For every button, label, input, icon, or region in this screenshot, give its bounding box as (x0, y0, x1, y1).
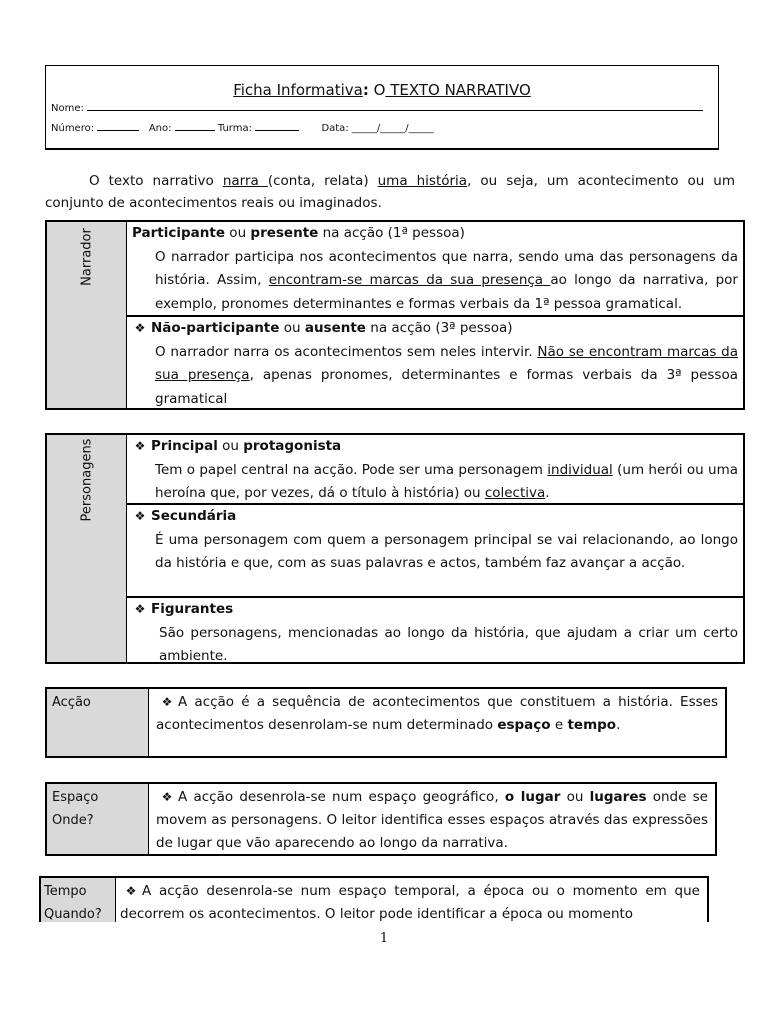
intro-paragraph (45, 170, 735, 214)
espaco-text-3: onde se movem as personagens. O leitor identifica esses espaços através das expressões de lugar que vão aparecendo ao longo da narrativa. (156, 789, 708, 851)
accao-text-3: . (616, 717, 621, 733)
participante-heading (127, 222, 743, 246)
participante-body-1: O narrador participa nos acontecimentos que narra, sendo uma das personagens da história. Assim, (155, 248, 738, 288)
principal-body-1: Tem o papel central na acção. Pode ser uma personagem (155, 461, 548, 478)
secundaria-body: É uma personagem com quem a personagem principal se vai relacionando, ao longo da história e que, com as suas palavras e actos, também faz avançar a acção. (155, 531, 738, 571)
presente-bold: presente (250, 225, 319, 241)
nome-label: Nome: (51, 103, 84, 114)
accao-label: Acção (47, 689, 149, 756)
header-box (45, 65, 719, 150)
participante-bold: Participante (132, 225, 226, 241)
participante-body-underline: encontram-se marcas da sua presença (268, 272, 551, 288)
diamond-bullet-icon: ❖ (125, 884, 137, 898)
participante-or: ou (225, 225, 251, 241)
principal-bold: Principal (151, 438, 218, 454)
tempo-table (39, 876, 709, 922)
nao-participante-body-2: , apenas pronomes, determinantes e formas verbais da 3ª pessoa gramatical (155, 367, 738, 407)
title-part2: O (368, 81, 386, 99)
nao-participante-body-underline: Não se encontram marcas da sua presença (155, 343, 738, 383)
protagonista-bold: protagonista (243, 438, 342, 454)
principal-underline-2: colectiva (484, 485, 546, 501)
espaco-text-2: ou (560, 789, 590, 805)
turma-field[interactable] (255, 121, 299, 131)
figurantes-heading (127, 598, 743, 622)
espaco-text (149, 784, 715, 855)
accao-tempo-bold: tempo (567, 717, 617, 733)
intro-text-2: (conta, relata) (267, 173, 378, 189)
secundaria-heading (127, 505, 743, 529)
accao-text-1: A acção é a sequência de acontecimentos que constituem a história. Esses acontecimentos desenrolam-se num determinado (156, 694, 718, 733)
data-label: Data: (321, 123, 349, 134)
principal-body-3: . (545, 485, 550, 501)
principal-or: ou (217, 438, 244, 454)
tempo-side-cell (41, 878, 116, 922)
figurantes-bold: Figurantes (151, 601, 234, 617)
diamond-bullet-icon: ❖ (161, 695, 173, 709)
espaco-lugares-bold: lugares (589, 789, 647, 805)
intro-text-1: O texto narrativo (89, 173, 223, 189)
tempo-text (116, 878, 707, 926)
nome-field[interactable] (87, 101, 703, 111)
page-title (46, 81, 718, 99)
tempo-text-1: A acção desenrola-se num espaço temporal, a época ou o momento em que decorrem os acontecimentos. O leitor pode identificar a época ou momento (120, 883, 700, 922)
intro-underline-2: uma história (377, 173, 468, 189)
nao-participante-suffix: na acção (3ª pessoa) (365, 320, 513, 336)
nao-participante-or: ou (279, 320, 305, 336)
tempo-label: Tempo (44, 884, 87, 899)
principal-row (127, 435, 743, 504)
details-row (51, 121, 434, 134)
nome-row (51, 101, 703, 114)
espaco-lugar-bold: o lugar (504, 789, 561, 805)
accao-text (149, 689, 725, 737)
ano-field[interactable] (175, 121, 215, 131)
page-number: 1 (379, 931, 389, 946)
principal-body (127, 459, 743, 506)
narrador-table (45, 220, 745, 410)
ano-label: Ano: (148, 123, 172, 134)
title-part3: TEXTO NARRATIVO (385, 81, 531, 99)
turma-label: Turma: (217, 123, 252, 134)
secundaria-row (127, 503, 743, 597)
principal-underline-1: individual (547, 461, 613, 478)
numero-label: Número: (51, 123, 95, 134)
figurantes-body: São personagens, mencionadas ao longo da história, que ajudam a criar um certo ambiente. (159, 624, 738, 664)
diamond-bullet-icon: ❖ (134, 509, 146, 523)
intro-text-3: , ou seja, um acontecimento ou um conjunto de acontecimentos reais ou imaginados. (45, 173, 735, 211)
espaco-text-1: A acção desenrola-se num espaço geográfico, (178, 789, 505, 805)
participante-suffix: na acção (1ª pessoa) (318, 225, 465, 241)
nao-participante-body-1: O narrador narra os acontecimentos sem neles intervir. (155, 343, 538, 360)
ausente-bold: ausente (304, 320, 366, 336)
diamond-bullet-icon: ❖ (134, 439, 146, 453)
narrador-label: Narrador (79, 228, 94, 286)
intro-underline-1: narra (222, 173, 268, 189)
nao-participante-heading (127, 317, 743, 341)
data-field[interactable]: _____/_____/_____ (351, 123, 434, 134)
principal-body-2: (um herói ou uma heroína que, por vezes, dá o título à história) ou (155, 461, 738, 501)
accao-text-2: e (550, 717, 568, 733)
nao-participante-body (127, 341, 743, 412)
principal-heading (127, 435, 743, 459)
accao-table (45, 687, 727, 758)
espaco-label: Espaço (52, 790, 99, 805)
participante-body (127, 246, 743, 317)
onde-label: Onde? (52, 813, 94, 828)
nao-participante-bold: Não-participante (151, 320, 280, 336)
title-colon: : (362, 81, 369, 99)
espaco-table (45, 782, 717, 856)
diamond-bullet-icon: ❖ (134, 602, 146, 616)
personagens-side-cell (47, 435, 127, 662)
diamond-bullet-icon: ❖ (134, 321, 146, 335)
personagens-table (45, 433, 745, 664)
narrador-nao-participante-row (127, 315, 743, 408)
narrador-side-cell (47, 222, 127, 408)
diamond-bullet-icon: ❖ (161, 790, 173, 804)
quando-label: Quando? (44, 907, 102, 922)
secundaria-bold: Secundária (151, 508, 237, 524)
accao-espaco-bold: espaço (497, 717, 551, 733)
espaco-side-cell (47, 784, 149, 854)
title-part1: Ficha Informativa (233, 81, 363, 99)
participante-body-2: ao longo da narrativa, por exemplo, pronomes determinantes e formas verbais da 1ª pessoa gramatical. (155, 272, 738, 312)
personagens-label: Personagens (79, 438, 94, 522)
figurantes-row (127, 596, 743, 662)
numero-field[interactable] (97, 121, 139, 131)
narrador-participante-row (127, 222, 743, 316)
